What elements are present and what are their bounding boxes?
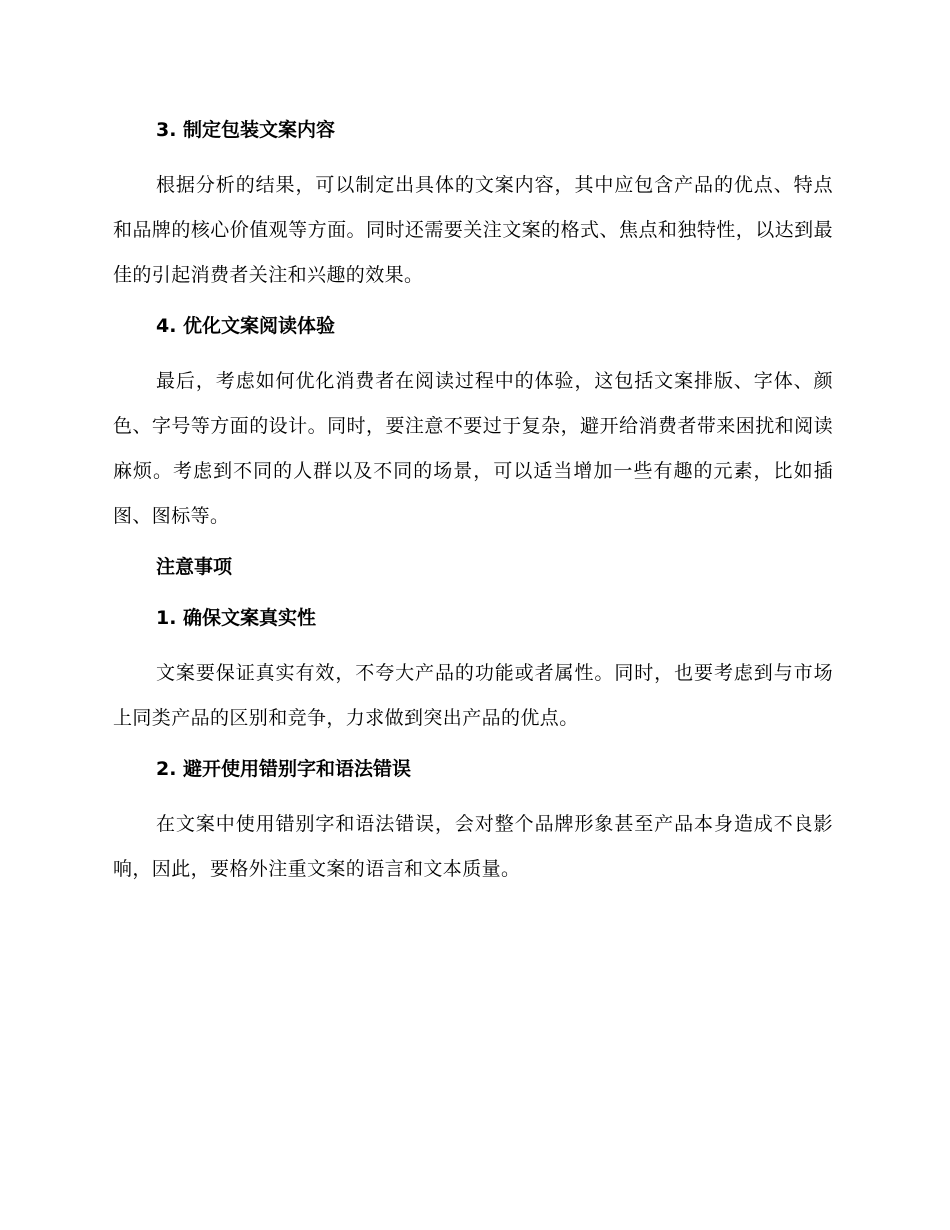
document-body xyxy=(113,112,833,892)
section-heading-authenticity: 1. 确保文案真实性 xyxy=(156,607,317,629)
section-paragraph-avoid-errors: 在文案中使用错别字和语法错误，会对整个品牌形象甚至产品本身造成不良影响，因此，要格外注重文案的语言和文本质量。 xyxy=(113,813,833,880)
section-heading-reading-experience: 4. 优化文案阅读体验 xyxy=(156,315,336,337)
section-heading-packaging-copy: 3. 制定包装文案内容 xyxy=(156,119,336,141)
section-paragraph-authenticity: 文案要保证真实有效，不夸大产品的功能或者属性。同时，也要考虑到与市场上同类产品的区别和竞争，力求做到突出产品的优点。 xyxy=(113,662,833,729)
section-heading-notes: 注意事项 xyxy=(156,556,233,578)
section-paragraph-reading-experience: 最后，考虑如何优化消费者在阅读过程中的体验，这包括文案排版、字体、颜色、字号等方面的设计。同时，要注意不要过于复杂，避开给消费者带来困扰和阅读麻烦。考虑到不同的人群以及不同的场景，可以适当增加一些有趣的元素，比如插图、图标等。 xyxy=(113,370,833,527)
section-heading-avoid-errors: 2. 避开使用错别字和语法错误 xyxy=(156,758,412,780)
section-paragraph-packaging-copy: 根据分析的结果，可以制定出具体的文案内容，其中应包含产品的优点、特点和品牌的核心价值观等方面。同时还需要关注文案的格式、焦点和独特性，以达到最佳的引起消费者关注和兴趣的效果。 xyxy=(113,174,833,286)
